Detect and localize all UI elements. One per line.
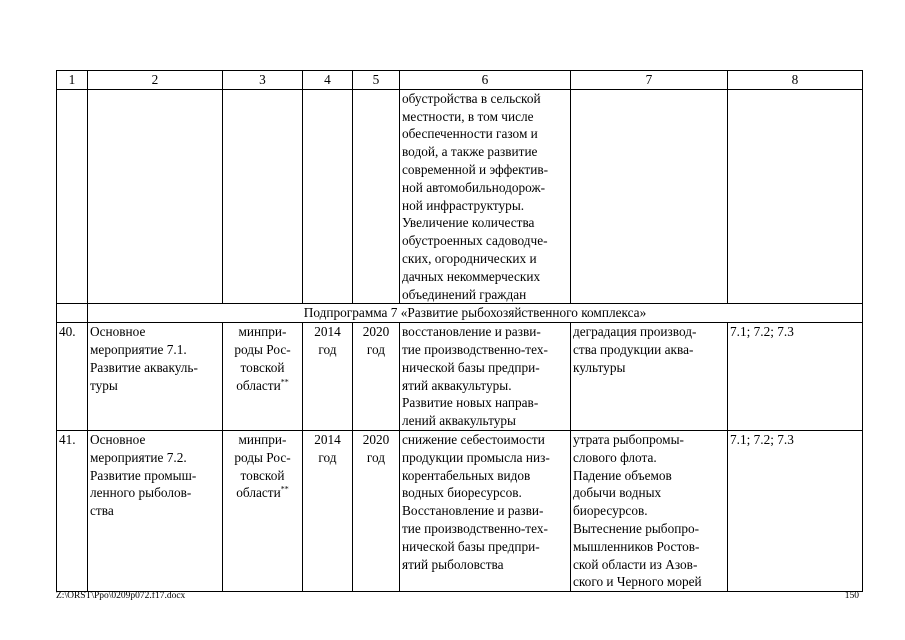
cell-line: ной автомобильнодорож-	[402, 179, 546, 195]
cell-line: деградация производ-	[573, 324, 697, 340]
header-col-5: 5	[353, 71, 400, 90]
cell-line: 2020	[362, 324, 390, 340]
cell-line: обустройства в сельской	[402, 90, 541, 106]
header-col-7: 7	[571, 71, 728, 90]
cell-line: Основное	[90, 324, 146, 340]
footer-page-number: 150	[844, 591, 859, 601]
cell-line: год	[366, 341, 386, 357]
cell-line: товской	[240, 359, 285, 375]
cell-line: ства	[90, 503, 114, 519]
cell-line: корентабельных видов	[402, 467, 531, 483]
cell-line: ских, огороднических и	[402, 250, 537, 266]
cell-line: Развитие новых направ-	[402, 395, 539, 411]
continuation-row	[57, 89, 863, 304]
program-table	[56, 70, 863, 592]
cell-line: тие производственно-тех-	[402, 520, 548, 536]
cell-line: ятий аквакультуры.	[402, 377, 512, 393]
cell-line: год	[318, 341, 337, 357]
cell-line: нической базы предпри-	[402, 359, 540, 375]
cell-line: Вытеснение рыбопро-	[573, 520, 700, 536]
subprogram-row	[57, 304, 863, 323]
cell-line: лений аквакультуры	[402, 413, 516, 429]
cont-cell-3	[223, 89, 303, 304]
cont-cell-1	[57, 89, 88, 304]
cell-line: Развитие промыш-	[90, 467, 197, 483]
cont-cell-4	[303, 89, 353, 304]
cell-line: Восстановление и разви-	[402, 503, 544, 519]
cell-line: ятий рыболовства	[402, 556, 504, 572]
header-col-1: 1	[57, 71, 88, 90]
cell-line: минпри-	[238, 324, 287, 340]
cell-line: минпри-	[238, 431, 287, 447]
measure-cell	[88, 323, 223, 431]
cont-cell-7	[571, 89, 728, 304]
cell-line: 2020	[362, 431, 390, 447]
cell-line: водой, а также развитие	[402, 144, 538, 160]
cell-line: мышленников Ростов-	[573, 538, 700, 554]
cont-result-cell	[400, 89, 571, 304]
cell-line: товской	[240, 467, 285, 483]
consequence-cell	[571, 323, 728, 431]
consequence-cell	[571, 430, 728, 591]
cell-line: мероприятие 7.1.	[90, 341, 187, 357]
cont-cell-5	[353, 89, 400, 304]
cell-line: дачных некоммерческих	[402, 268, 541, 284]
result-cell	[400, 430, 571, 591]
cell-line: обеспеченности газом и	[402, 126, 538, 142]
cell-line: 2014	[314, 431, 341, 447]
footer-file-path: Z:\ORST\Ppo\0209p072.f17.docx	[56, 591, 186, 601]
cell-line: области**	[236, 377, 289, 393]
footnote-mark: **	[280, 484, 289, 494]
cell-line: биоресурсов.	[573, 503, 648, 519]
cell-line: ской области из Азов-	[573, 556, 698, 572]
cell-line: туры	[90, 377, 118, 393]
cell-line: водных биоресурсов.	[402, 485, 522, 501]
table-row	[57, 323, 863, 431]
header-col-2: 2	[88, 71, 223, 90]
cell-line: области**	[236, 484, 289, 501]
cell-line: роды Рос-	[234, 341, 291, 357]
cont-cell-2	[88, 89, 223, 304]
start-year-cell	[303, 323, 353, 431]
cell-line: ского и Черного морей	[573, 574, 702, 590]
cell-line: обустроенных садоводче-	[402, 233, 548, 249]
cell-line: ства продукции аква-	[573, 341, 694, 357]
cell-line: Падение объемов	[573, 467, 672, 483]
header-col-3: 3	[223, 71, 303, 90]
header-col-6: 6	[400, 71, 571, 90]
footnote-mark: **	[280, 377, 289, 387]
header-col-4: 4	[303, 71, 353, 90]
cell-line: Развитие аквакуль-	[90, 359, 198, 375]
cell-line: современной и эффектив-	[402, 161, 549, 177]
cell-line: мероприятие 7.2.	[90, 449, 187, 465]
links-cell: 7.1; 7.2; 7.3	[728, 323, 863, 431]
end-year-cell	[353, 430, 400, 591]
cell-line: слового флота.	[573, 449, 657, 465]
links-cell: 7.1; 7.2; 7.3	[728, 430, 863, 591]
cell-line: год	[366, 449, 386, 465]
cell-line: культуры	[573, 359, 626, 375]
cell-line: год	[318, 449, 337, 465]
cont-cell-8	[728, 89, 863, 304]
cell-line: утрата рыбопромы-	[573, 431, 684, 447]
header-col-8: 8	[728, 71, 863, 90]
executor-cell	[223, 430, 303, 591]
result-cell	[400, 323, 571, 431]
table-row	[57, 430, 863, 591]
row-number: 41.	[57, 430, 88, 591]
row-number: 40.	[57, 323, 88, 431]
cell-line: продукции промысла низ-	[402, 449, 550, 465]
start-year-cell	[303, 430, 353, 591]
cell-line: добычи водных	[573, 485, 662, 501]
cell-line: нической базы предпри-	[402, 538, 540, 554]
cell-line: тие производственно-тех-	[402, 341, 548, 357]
cell-line: Основное	[90, 431, 146, 447]
header-row	[57, 71, 863, 90]
cell-line: местности, в том числе	[402, 108, 534, 124]
subprogram-num-cell	[57, 304, 88, 323]
cell-line: ленного рыболов-	[90, 485, 192, 501]
cell-line: восстановление и разви-	[402, 324, 541, 340]
cell-line: Увеличение количества	[402, 215, 535, 231]
cell-line: объединений граждан	[402, 286, 527, 302]
end-year-cell	[353, 323, 400, 431]
executor-cell	[223, 323, 303, 431]
cell-line: ной инфраструктуры.	[402, 197, 525, 213]
measure-cell	[88, 430, 223, 591]
cell-line: 2014	[314, 324, 341, 340]
cell-line: снижение себестоимости	[402, 431, 545, 447]
subprogram-title: Подпрограмма 7 «Развитие рыбохозяйственного комплекса»	[88, 304, 863, 323]
cell-line: роды Рос-	[234, 449, 291, 465]
